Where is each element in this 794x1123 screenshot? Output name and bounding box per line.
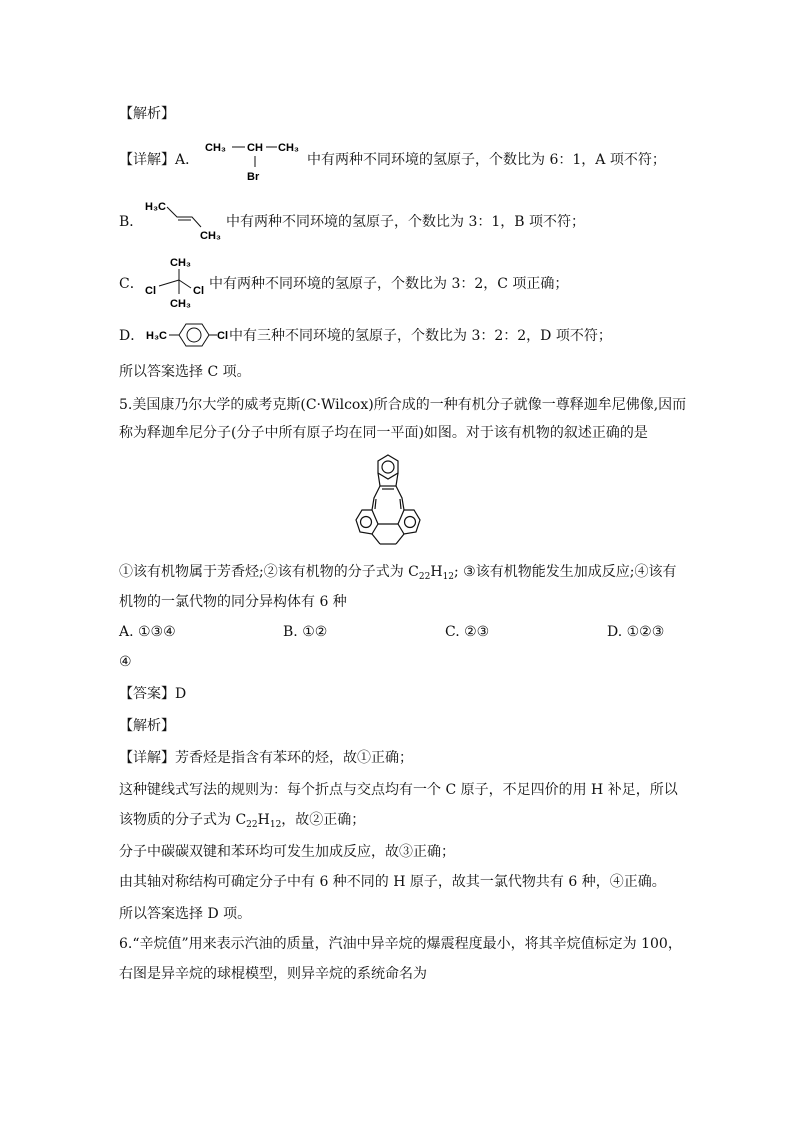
answer-select-d: 所以答案选择 D 项。 <box>119 906 252 922</box>
q5-stmt-sub-h: 12 <box>442 572 455 582</box>
q5-stmt-part-a: ①该有机物属于芳香烃;②该有机物的分子式为 C <box>119 564 419 580</box>
option-a: A. ①③④ <box>119 624 176 640</box>
exp-3-part-c: ，故②正确； <box>281 812 366 828</box>
detail-a-suffix: 中有两种不同环境的氢原子，个数比为 6：1，A 项不符； <box>307 152 666 168</box>
chem-structure-a <box>205 138 307 184</box>
detail-a-prefix: 【详解】A． <box>119 152 200 168</box>
chem-c-ch3-bottom: CH₃ <box>170 298 191 310</box>
option-c: C. ②③ <box>445 624 490 640</box>
explanation-line-3 <box>119 810 365 830</box>
chem-d-cl: Cl <box>217 330 228 342</box>
detail-d-prefix: D． <box>119 328 145 344</box>
q5-stmt-part-c: ; ③该有机物能发生加成反应;④该有 <box>454 564 677 580</box>
q6-stem-line-1: 6.“辛烷值”用来表示汽油的质量，汽油中异辛烷的爆震程度最小，将其辛烷值标定为 100， <box>119 936 682 952</box>
q5-stmt-sub-c: 22 <box>418 572 431 582</box>
explanation-line-1: 【详解】芳香烃是指含有苯环的烃，故①正确； <box>119 750 413 766</box>
detail-c-prefix: C． <box>119 276 144 292</box>
chem-c-cl-right: Cl <box>193 285 204 297</box>
explanation-line-5: 由其轴对称结构可确定分子中有 6 种不同的 H 原子，故其一氯代物共有 6 种，④正确。 <box>119 874 666 890</box>
chem-structure-c <box>143 252 209 312</box>
explanation-line-2: 这种键线式写法的规则为：每个折点与交点均有一个 C 原子，不足四价的用 H 补足，所以 <box>119 782 678 798</box>
q5-statements-line-1 <box>119 562 676 582</box>
chem-c-cl-left: Cl <box>145 285 156 297</box>
q5-stem-line-1: 5.美国康乃尔大学的威考克斯(C·Wilcox)所合成的一种有机分子就像一尊释迦牟尼佛像,因而 <box>119 397 687 413</box>
answer-select-c: 所以答案选择 C 项。 <box>119 364 251 380</box>
chem-b-h3c: H₃C <box>145 201 166 213</box>
chem-c-ch3-top: CH₃ <box>170 257 191 269</box>
buddha-molecule-figure <box>350 452 426 556</box>
exp-3-part-h: H <box>257 812 270 828</box>
q5-stem-line-2: 称为释迦牟尼分子(分子中所有原子均在同一平面)如图。对于该有机物的叙述正确的是 <box>119 425 648 441</box>
chem-structure-d <box>143 318 229 352</box>
explanation-line-4: 分子中碳碳双键和苯环均可发生加成反应，故③正确； <box>119 844 455 860</box>
exp-3-part-a: 该物质的分子式为 C <box>119 812 247 828</box>
exp-3-sub-h: 12 <box>269 820 282 830</box>
detail-b-prefix: B． <box>119 214 144 230</box>
q5-stmt-part-h: H <box>430 564 443 580</box>
analysis-heading: 【解析】 <box>119 106 175 122</box>
option-d: D. ①②③ <box>607 624 665 640</box>
detail-b-suffix: 中有两种不同环境的氢原子，个数比为 3：1，B 项不符； <box>226 214 586 230</box>
detail-d-suffix: 中有三种不同环境的氢原子，个数比为 3：2：2，D 项不符； <box>229 328 612 344</box>
chem-a-ch3-right: CH₃ <box>278 142 299 154</box>
analysis-heading-2: 【解析】 <box>119 718 175 734</box>
chem-a-br: Br <box>247 171 260 183</box>
q6-stem-line-2: 右图是异辛烷的球棍模型，则异辛烷的系统命名为 <box>119 966 427 982</box>
detail-c-suffix: 中有两种不同环境的氢原子，个数比为 3：2，C 项正确； <box>209 276 569 292</box>
chem-b-ch3: CH₃ <box>200 230 221 242</box>
chem-structure-b <box>143 196 225 244</box>
q5-statements-line-2: 机物的一氯代物的同分异构体有 6 种 <box>119 594 347 610</box>
chem-a-ch3-left: CH₃ <box>205 142 226 154</box>
exp-3-sub-c: 22 <box>246 820 258 830</box>
chem-a-ch: CH <box>247 142 263 154</box>
option-b: B. ①② <box>283 624 328 640</box>
option-d-wrap: ④ <box>119 654 132 670</box>
chem-d-h3c: H₃C <box>146 330 167 342</box>
answer-label: 【答案】D <box>119 686 187 702</box>
